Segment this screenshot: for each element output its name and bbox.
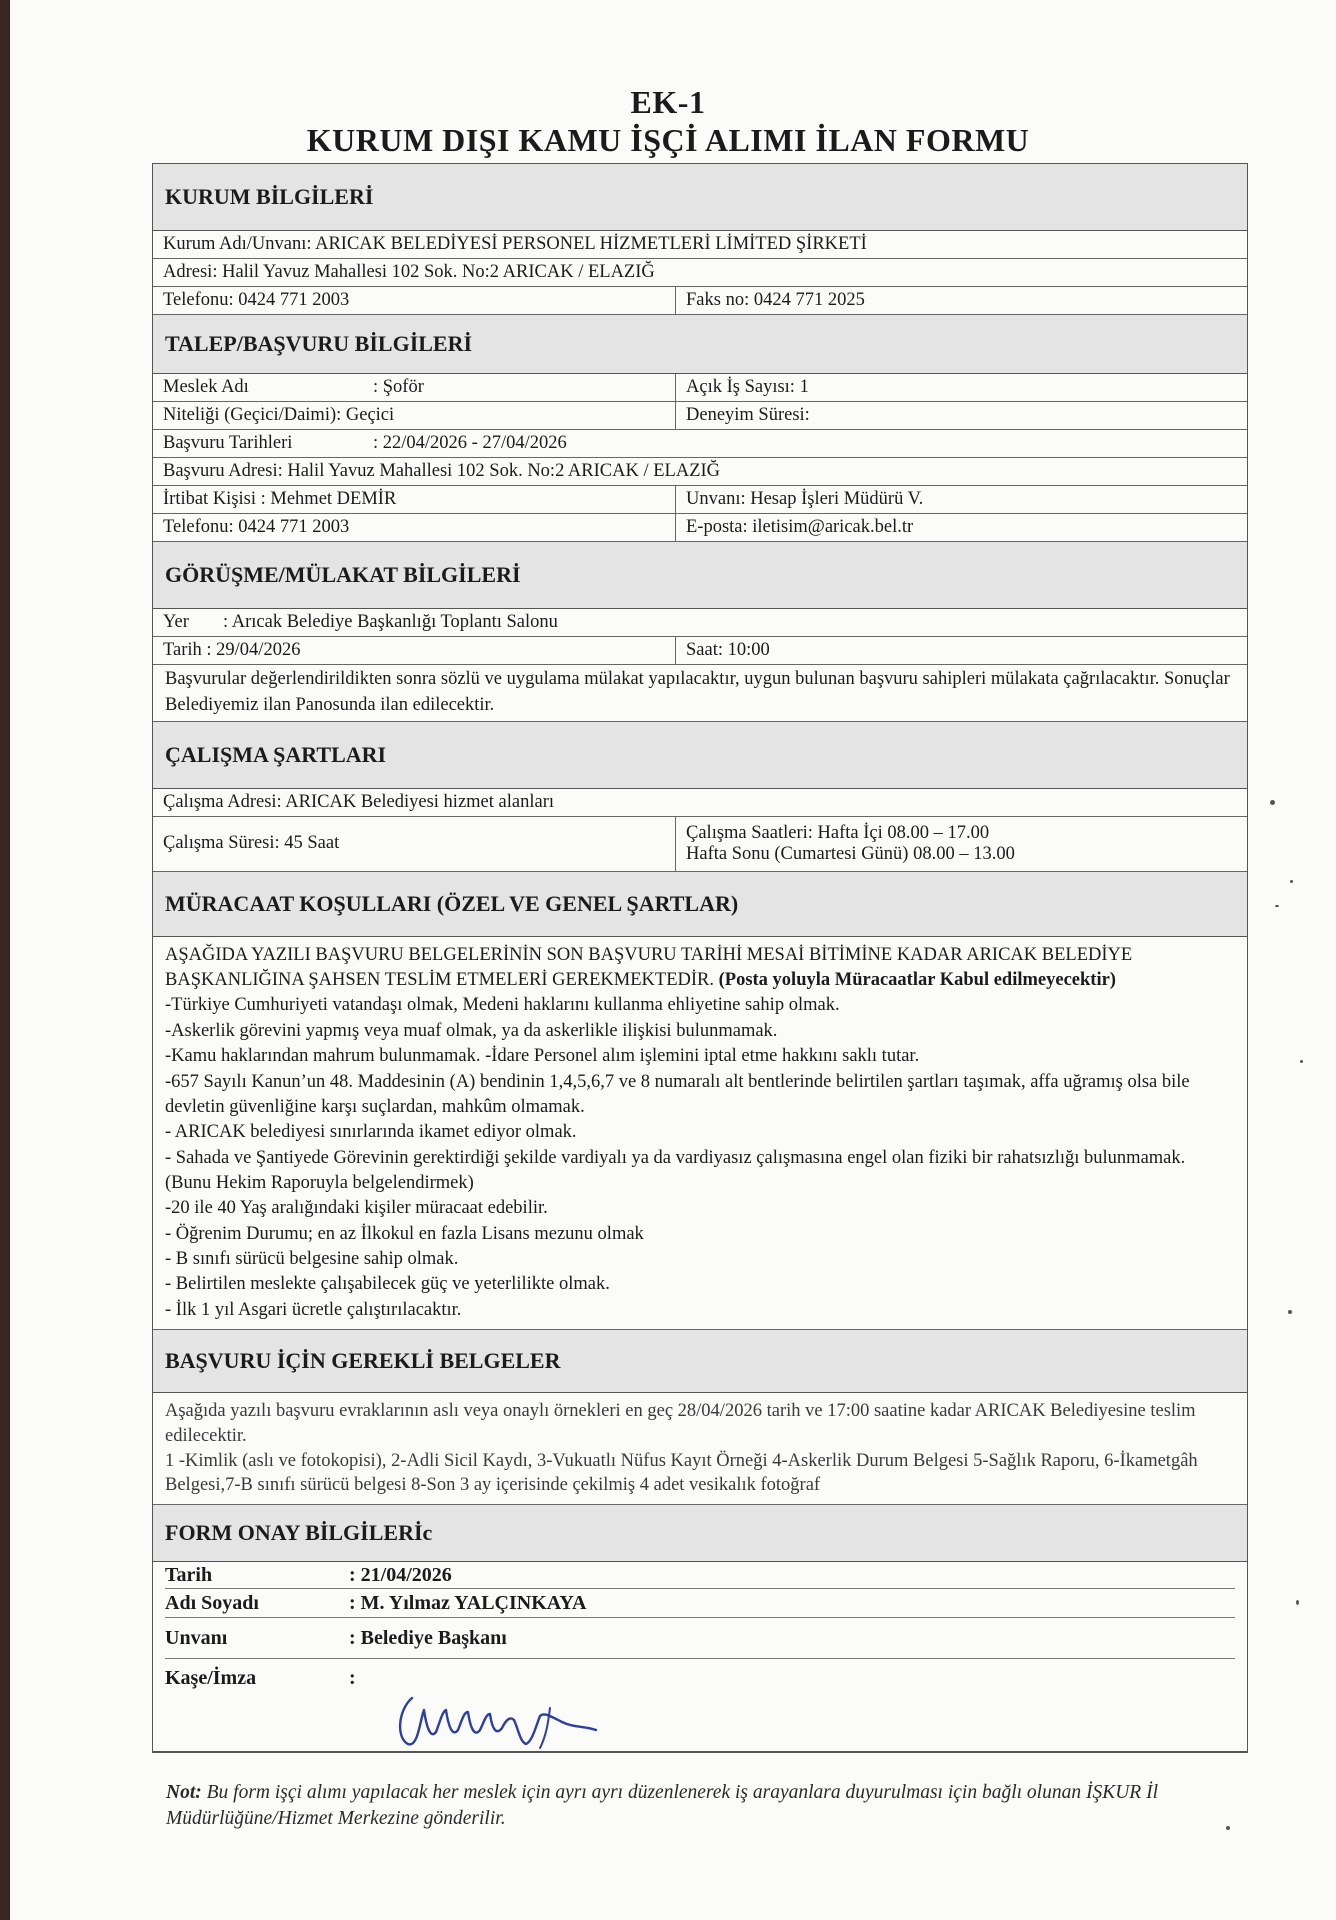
section-request-header: TALEP/BAŞVURU BİLGİLERİ	[153, 315, 1247, 374]
work-hours-row	[153, 817, 1247, 872]
work-hours-weekday: Çalışma Saatleri: Hafta İçi 08.00 – 17.00	[686, 822, 990, 843]
section-work-conditions-header: ÇALIŞMA ŞARTLARI	[153, 722, 1247, 789]
approval-title-label: Unvanı	[165, 1626, 228, 1649]
approval-signature-row	[165, 1659, 1235, 1751]
requirement-item: -Askerlik görevini yapmış veya muaf olmak, ya da askerlikle ilişkisi bulunmamak.	[165, 1020, 778, 1041]
section-requirements-header: MÜRACAAT KOŞULLARI (ÖZEL VE GENEL ŞARTLAR)	[153, 872, 1247, 937]
interview-place-value: : Arıcak Belediye Başkanlığı Toplantı Salonu	[223, 611, 558, 632]
institution-name: Kurum Adı/Unvanı: ARICAK BELEDİYESİ PERSONEL HİZMETLERİ LİMİTED ŞİRKETİ	[163, 233, 867, 254]
contact-person-row	[153, 486, 1247, 514]
requirements-body	[153, 937, 1247, 1330]
application-dates-label: Başvuru Tarihleri	[163, 432, 293, 453]
approval-title-row	[165, 1618, 1235, 1659]
occupation-label: Meslek Adı	[163, 376, 249, 397]
section-approval-header: FORM ONAY BİLGİLERİc	[153, 1505, 1247, 1562]
work-address-row	[153, 789, 1247, 817]
requirement-item: - Öğrenim Durumu; en az İlkokul en fazla Lisans mezunu olmak	[165, 1223, 644, 1244]
institution-phone: Telefonu: 0424 771 2003	[163, 289, 350, 310]
request-phone: Telefonu: 0424 771 2003	[163, 516, 350, 537]
documents-body	[153, 1393, 1247, 1505]
section-interview-header: GÖRÜŞME/MÜLAKAT BİLGİLERİ	[153, 542, 1247, 609]
institution-fax: Faks no: 0424 771 2025	[686, 289, 865, 310]
interview-time: Saat: 10:00	[686, 639, 770, 660]
employment-type: Niteliği (Geçici/Daimi): Geçici	[163, 404, 395, 425]
footer-note-text: Bu form işçi alımı yapılacak her meslek için ayrı ayrı düzenlenerek iş arayanlara duyurulması için bağlı olunan İŞKUR İl Müdürlüğüne/Hizmet Merkezine gönderilir.	[166, 1782, 1159, 1830]
requirement-item: - Sahada ve Şantiyede Görevinin gerektirdiği şekilde vardiyalı ya da vardiyasız çalışmasına engel olan fiziki bir rahatsızlığı bulunmamak. (Bunu Hekim Raporuyla belgelendirmek)	[165, 1147, 1186, 1193]
requirement-item: -657 Sayılı Kanun’un 48. Maddesinin (A) bendinin 1,4,5,6,7 ve 8 numaralı alt bentlerinde belirtilen şartları taşımak, affa uğramış olsa bile devletin güvenliğine karşı suçlardan, mahkûm olmamak.	[165, 1071, 1190, 1117]
open-positions: Açık İş Sayısı: 1	[686, 376, 809, 397]
contact-person: İrtibat Kişisi : Mehmet DEMİR	[163, 488, 397, 509]
approval-signature-value: :	[349, 1667, 356, 1690]
requirement-item: -Türkiye Cumhuriyeti vatandaşı olmak, Medeni haklarını kullanma ehliyetine sahip olmak.	[165, 995, 840, 1016]
section-institution-header: KURUM BİLGİLERİ	[153, 164, 1247, 231]
handwritten-signature	[390, 1680, 630, 1760]
institution-contact-row	[153, 287, 1247, 315]
contact-title: Unvanı: Hesap İşleri Müdürü V.	[686, 488, 924, 509]
scan-edge	[0, 0, 10, 1920]
institution-name-row	[153, 231, 1247, 259]
announcement-form	[152, 163, 1248, 1753]
documents-intro: Aşağıda yazılı başvuru evraklarının aslı veya onaylı örnekleri en geç 28/04/2026 tarih ve 17:00 saatine kadar ARICAK Belediyesine teslim edilecektir.	[165, 1400, 1196, 1446]
application-address: Başvuru Adresi: Halil Yavuz Mahallesi 102 Sok. No:2 ARICAK / ELAZIĞ	[163, 460, 721, 481]
interview-note-text: Başvurular değerlendirildikten sonra sözlü ve uygulama mülakat yapılacaktır, uygun bulunan başvuru sahipleri mülakata çağrılacaktır. Sonuçlar Belediyemiz ilan Panosunda ilan edilecektir.	[165, 669, 1230, 715]
employment-type-row	[153, 402, 1247, 430]
form-title: KURUM DIŞI KAMU İŞÇİ ALIMI İLAN FORMU	[306, 122, 1030, 158]
approval-name-row	[165, 1589, 1235, 1618]
interview-note	[153, 665, 1247, 722]
work-duration: Çalışma Süresi: 45 Saat	[163, 833, 340, 854]
approval-signature-label: Kaşe/İmza	[165, 1667, 257, 1690]
work-address: Çalışma Adresi: ARICAK Belediyesi hizmet alanları	[163, 791, 554, 812]
annex-label: EK-1	[630, 84, 706, 120]
approval-date-value: : 21/04/2026	[349, 1563, 452, 1586]
approval-name-label: Adı Soyadı	[165, 1591, 259, 1614]
interview-date: Tarih : 29/04/2026	[163, 639, 301, 660]
section-documents-header: BAŞVURU İÇİN GEREKLİ BELGELER	[153, 1330, 1247, 1393]
request-email: E-posta: iletisim@aricak.bel.tr	[686, 516, 914, 537]
approval-date-row	[165, 1562, 1235, 1589]
interview-datetime-row	[153, 637, 1247, 665]
institution-address: Adresi: Halil Yavuz Mahallesi 102 Sok. No:2 ARICAK / ELAZIĞ	[163, 261, 655, 282]
documents-list: 1 -Kimlik (aslı ve fotokopisi), 2-Adli Sicil Kaydı, 3-Vukuatlı Nüfus Kayıt Örneği 4-Askerlik Durum Belgesi 5-Sağlık Raporu, 6-İkametgâh Belgesi,7-B sınıfı sürücü belgesi 8-Son 3 ay içerisinde çekilmiş 4 adet vesikalık fotoğraf	[165, 1450, 1198, 1496]
approval-name-value: : M. Yılmaz YALÇINKAYA	[349, 1591, 587, 1614]
application-dates-row	[153, 430, 1247, 458]
requirement-item: - İlk 1 yıl Asgari ücretle çalıştırılacaktır.	[165, 1299, 462, 1320]
requirement-item: - B sınıfı sürücü belgesine sahip olmak.	[165, 1248, 459, 1269]
approval-date-label: Tarih	[165, 1563, 213, 1586]
requirement-item: - Belirtilen meslekte çalışabilecek güç ve yeterlilikte olmak.	[165, 1274, 610, 1295]
occupation-value: : Şoför	[373, 376, 424, 397]
requirement-item: -20 ile 40 Yaş aralığındaki kişiler müracaat edebilir.	[165, 1198, 548, 1219]
footer-note	[166, 1780, 1226, 1833]
interview-place-label: Yer	[163, 611, 189, 632]
request-contact-row	[153, 514, 1247, 542]
application-dates-value: : 22/04/2026 - 27/04/2026	[373, 432, 567, 453]
footer-note-label: Not:	[166, 1782, 202, 1803]
institution-address-row	[153, 259, 1247, 287]
interview-place-row	[153, 609, 1247, 637]
requirements-intro-bold: (Posta yoluyla Müracaatlar Kabul edilmeyecektir)	[718, 970, 1116, 991]
requirement-item: - ARICAK belediyesi sınırlarında ikamet ediyor olmak.	[165, 1122, 577, 1143]
approval-block	[153, 1562, 1247, 1752]
approval-title-value: : Belediye Başkanı	[349, 1626, 507, 1649]
experience-duration: Deneyim Süresi:	[686, 404, 810, 425]
requirements-intro: AŞAĞIDA YAZILI BAŞVURU BELGELERİNİN SON BAŞVURU TARİHİ MESAİ BİTİMİNE KADAR ARICAK BELEDİYE BAŞKANLIĞINA ŞAHSEN TESLİM ETMELERİ GEREKMEKTEDİR.	[165, 944, 1133, 991]
work-hours-weekend: Hafta Sonu (Cumartesi Günü) 08.00 – 13.00	[686, 843, 1015, 864]
occupation-row	[153, 374, 1247, 402]
requirement-item: -Kamu haklarından mahrum bulunmamak. -İdare Personel alım işlemini iptal etme hakkını saklı tutar.	[165, 1046, 920, 1067]
application-address-row	[153, 458, 1247, 486]
